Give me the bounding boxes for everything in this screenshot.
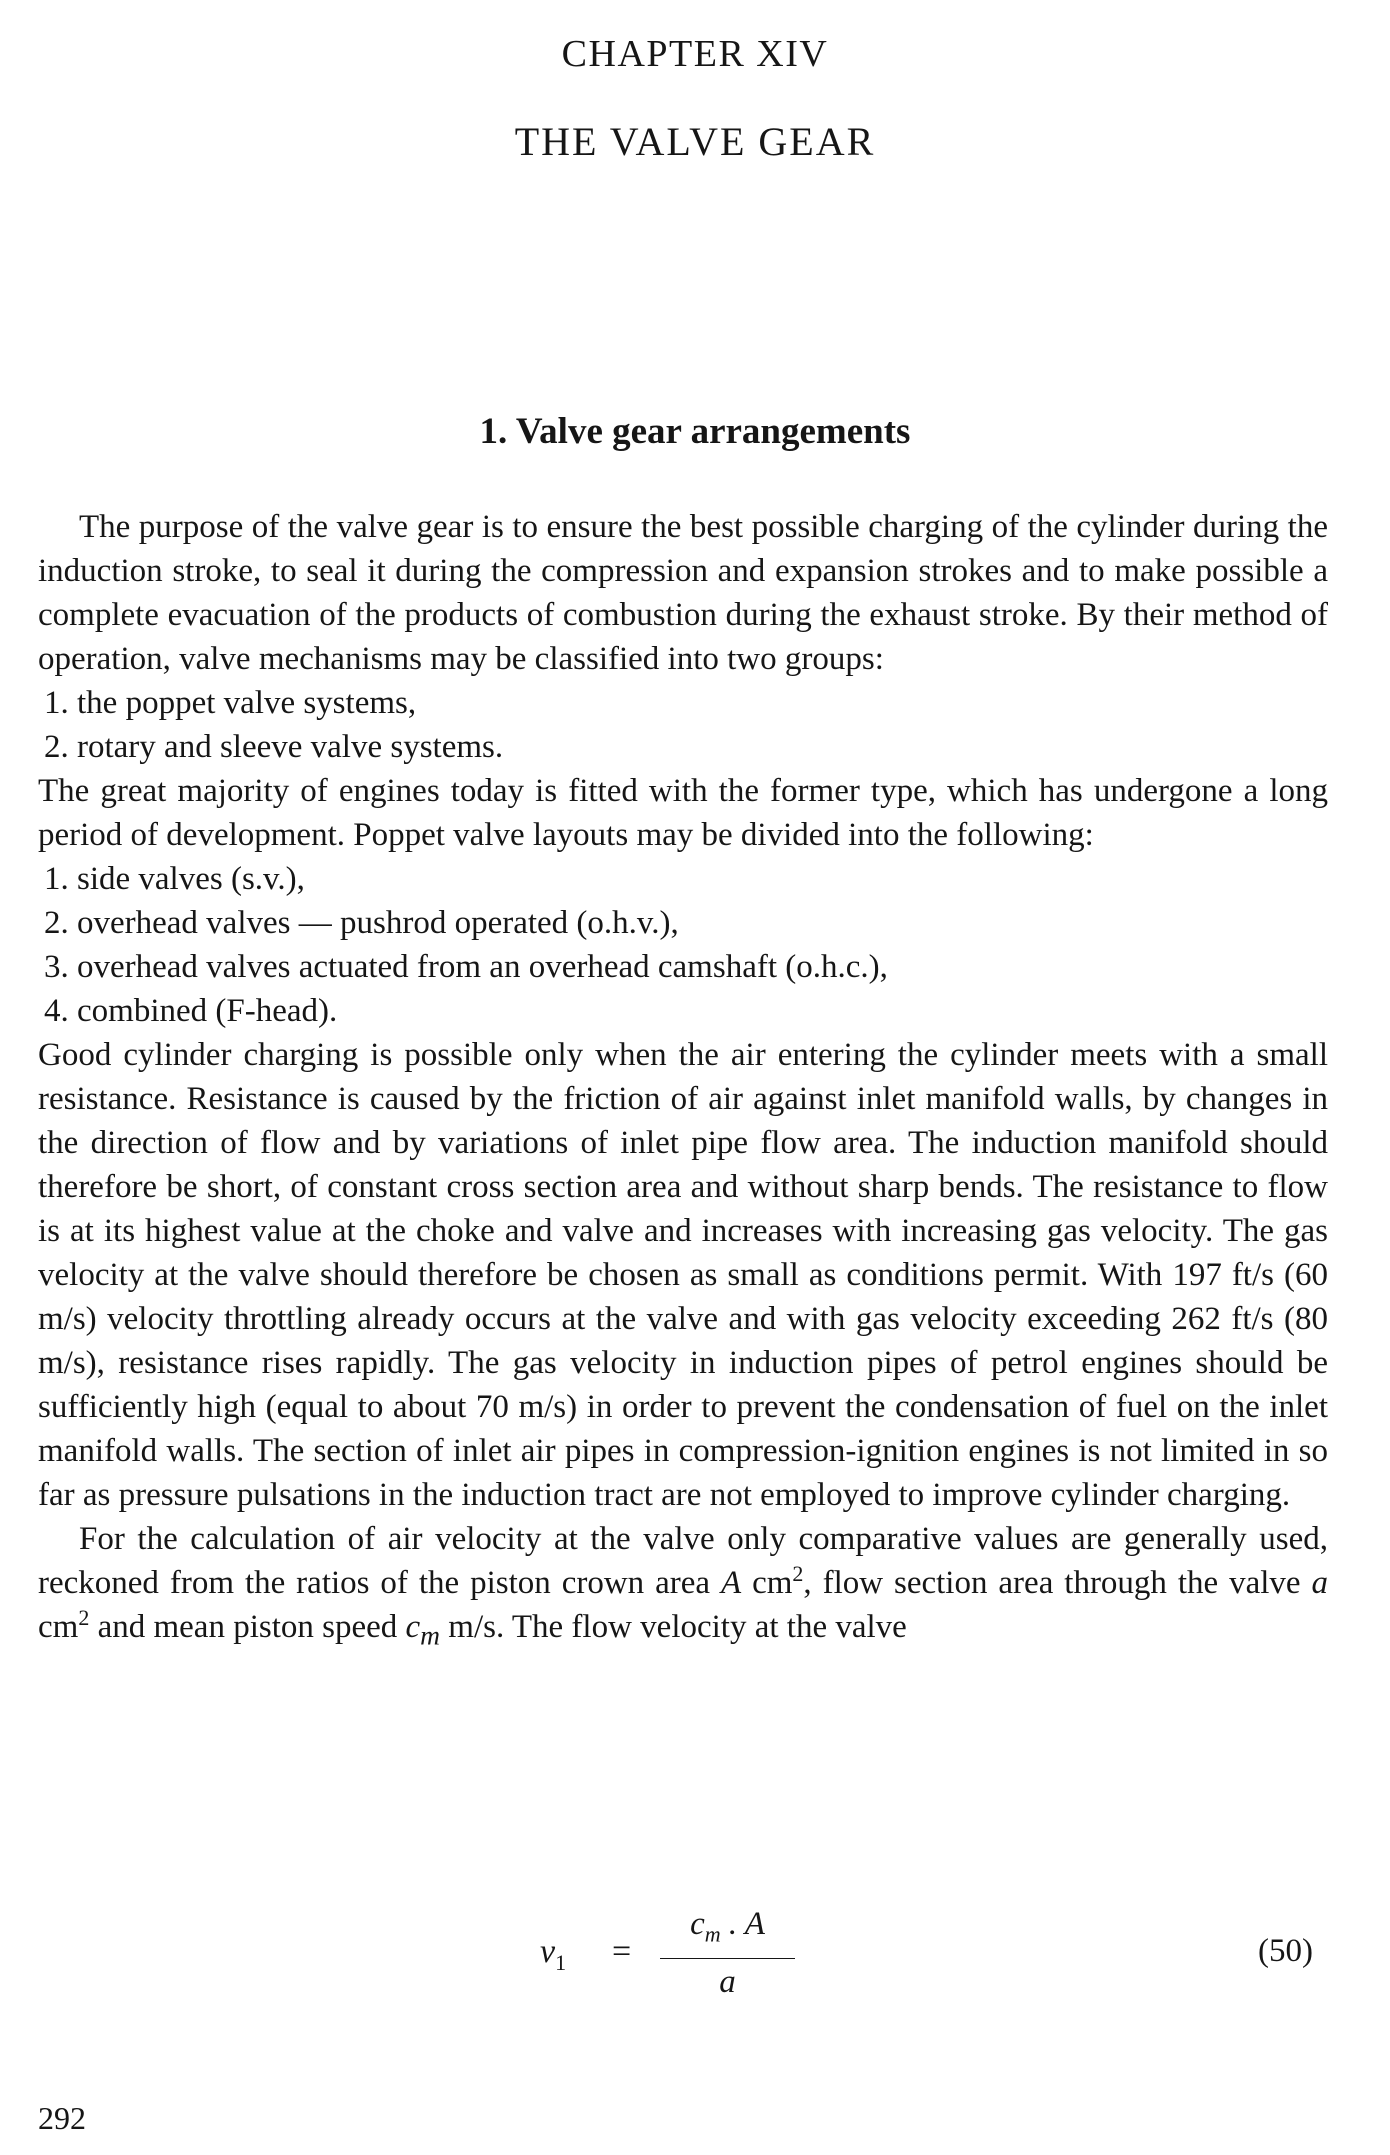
list-item: 4. combined (F-head). bbox=[44, 993, 338, 1029]
paragraph: The great majority of engines today is fitted with the former type, which has undergone a long period of development. Poppet valve layouts may be divided into the following: bbox=[38, 773, 1328, 853]
list-item: 2. rotary and sleeve valve systems. bbox=[44, 729, 504, 765]
var-c: c bbox=[690, 1906, 705, 1942]
subscript-1: 1 bbox=[555, 1949, 567, 1975]
denominator: a bbox=[719, 1963, 736, 2000]
var-v: v bbox=[540, 1933, 556, 1970]
list-item: 2. overhead valves — pushrod operated (o.h.v.), bbox=[44, 905, 679, 941]
text-run: m/s. The flow velocity at the valve bbox=[440, 1609, 907, 1645]
section-heading: 1. Valve gear arrangements bbox=[479, 411, 911, 452]
equals-sign: = bbox=[612, 1933, 632, 1970]
list-item: 1. the poppet valve systems, bbox=[44, 685, 417, 721]
text-run: , flow section area through the valve bbox=[803, 1565, 1312, 1601]
var-m: m bbox=[420, 1619, 441, 1651]
superscript: 2 bbox=[792, 1561, 804, 1586]
subscript-m: m bbox=[704, 1921, 721, 1947]
equation-number: (50) bbox=[1258, 1933, 1313, 1969]
equation-lhs bbox=[540, 1933, 566, 1976]
text-run: For the calculation of air velocity at the valve only comparative values are generally used, reckoned from the ratios of the piston crown area bbox=[38, 1521, 1328, 1601]
var-A: A bbox=[744, 1906, 765, 1942]
paragraph: Good cylinder charging is possible only when the air entering the cylinder meets with a small resistance. Resistance is caused by the friction of air against inlet manifold walls, by changes in the direction of flow and by variations of inlet pipe flow area. The induction manifold should therefore be short, of constant cross section area and without sharp bends. The resistance to flow is at its highest value at the choke and valve and increases with increasing gas velocity. The gas velocity at the valve should therefore be chosen as small as conditions permit. With 197 ft/s (60 m/s) velocity throttling already occurs at the valve and with gas velocity exceeding 262 ft/s (80 m/s), resistance rises rapidly. The gas velocity in induction pipes of petrol engines should be sufficiently high (equal to about 70 m/s) in order to prevent the condensation of fuel on the inlet manifold walls. The section of inlet air pipes in compression-ignition engines is not limited in so far as pressure pulsations in the induction tract are not employed to improve cylinder charging. bbox=[38, 1037, 1328, 1513]
numerator bbox=[660, 1905, 795, 1954]
dot-operator: . bbox=[720, 1906, 745, 1942]
var-c: c bbox=[405, 1609, 421, 1645]
paragraph: The purpose of the valve gear is to ensure the best possible charging of the cylinder during the induction stroke, to seal it during the compression and expansion strokes and to make possible a complete evacuation of the products of combustion during the exhaust stroke. By their method of operation, valve mechanisms may be classified into two groups: bbox=[38, 509, 1328, 677]
text-run: cm bbox=[38, 1609, 79, 1645]
var-A: A bbox=[720, 1565, 742, 1601]
list-item: 1. side valves (s.v.), bbox=[44, 861, 305, 897]
page-number: 292 bbox=[38, 2100, 86, 2136]
fraction bbox=[660, 1905, 795, 2001]
var-a: a bbox=[1311, 1565, 1329, 1601]
equation-50 bbox=[0, 1905, 1390, 2000]
paragraph bbox=[38, 1517, 1328, 1658]
text-run: and mean piston speed bbox=[89, 1609, 406, 1645]
subscript-m bbox=[420, 1620, 440, 1651]
superscript: 2 bbox=[78, 1605, 90, 1630]
chapter-title: THE VALVE GEAR bbox=[514, 119, 876, 164]
list-item: 3. overhead valves actuated from an overhead camshaft (o.h.c.), bbox=[44, 949, 888, 985]
fraction-bar bbox=[660, 1958, 795, 1959]
chapter-number: CHAPTER XIV bbox=[561, 33, 829, 75]
body-text bbox=[38, 505, 1328, 1658]
text-run: cm bbox=[741, 1565, 793, 1601]
